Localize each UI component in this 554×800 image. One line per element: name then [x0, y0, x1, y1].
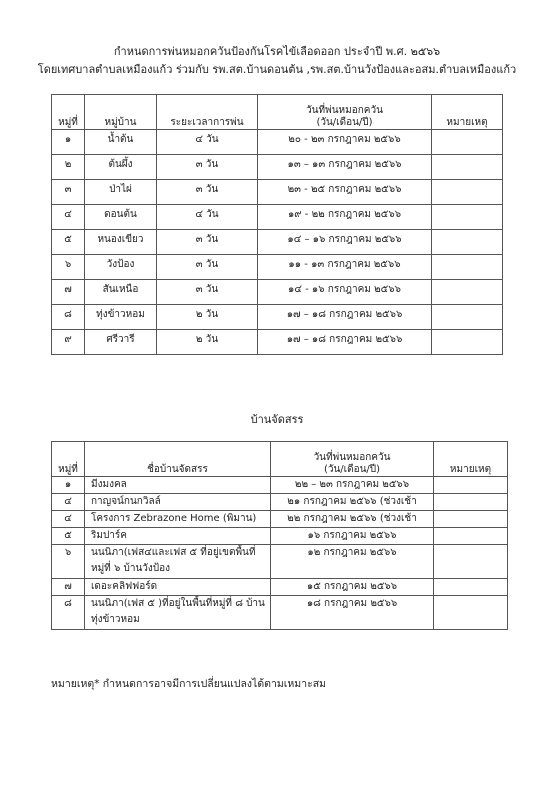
cell-dates: ๒๑ กรกฎาคม ๒๕๖๖ (ช่วงเช้า: [271, 494, 434, 511]
header-moo: หมู่ที่: [52, 95, 85, 130]
header-date-line2: (วัน/เดือน/ปี): [323, 464, 381, 475]
header-moo: หมู่ที่: [52, 442, 85, 477]
header-date-line2: (วัน/เดือน/ปี): [316, 117, 373, 128]
header-duration: ระยะเวลาการพ่น: [157, 95, 258, 130]
table-row: [52, 545, 508, 579]
cell-dates: ๑๙ - ๒๒ กรกฎาคม ๒๕๖๖: [258, 205, 432, 230]
cell-moo: ๘: [52, 596, 85, 630]
cell-moo: ๖: [52, 545, 85, 579]
cell-remark: [432, 180, 503, 205]
cell-village: ป่าไผ่: [85, 180, 157, 205]
header-date-line1: วันที่พ่นหมอกควัน: [313, 452, 391, 463]
cell-housing-name: มีงมงคล: [85, 477, 271, 494]
cell-village: ศรีวารี: [85, 330, 157, 355]
table-row: [52, 494, 508, 511]
cell-remark: [434, 528, 508, 545]
cell-dates: ๑๖ กรกฎาคม ๒๕๖๖: [271, 528, 434, 545]
table-row: [52, 528, 508, 545]
cell-dates: ๒๒ กรกฎาคม ๒๕๖๖ (ช่วงเช้า: [271, 511, 434, 528]
header-date-line1: วันที่พ่นหมอกควัน: [306, 105, 383, 116]
cell-remark: [432, 205, 503, 230]
table-row: [52, 511, 508, 528]
cell-village: สันเหนือ: [85, 280, 157, 305]
cell-dates: ๑๔ – ๑๖ กรกฎาคม ๒๕๖๖: [258, 230, 432, 255]
cell-dates: ๑๗ – ๑๘ กรกฎาคม ๒๕๖๖: [258, 330, 432, 355]
document-subtitle: โดยเทศบาลตำบลเหมืองแก้ว ร่วมกับ รพ.สต.บ้านดอนต้น ,รพ.สต.บ้านวังป้องและอสม.ตำบลเหมืองแก้ว: [37, 63, 517, 76]
cell-duration: ๓ วัน: [157, 230, 258, 255]
cell-remark: [434, 494, 508, 511]
cell-moo: ๑: [52, 130, 85, 155]
cell-remark: [432, 130, 503, 155]
cell-moo: ๖: [52, 255, 85, 280]
header-remark: หมายเหตุ: [434, 442, 508, 477]
cell-remark: [434, 477, 508, 494]
cell-housing-name: กาญจน์กนกวิลล์: [85, 494, 271, 511]
cell-housing-name: นนนิภา(เฟส ๕ )ที่อยู่ในพื้นที่หมู่ที่ ๘ บ้านทุ่งข้าวหอม: [85, 596, 271, 630]
cell-moo: ๘: [52, 305, 85, 330]
village-schedule-table: [51, 94, 503, 355]
cell-housing-name: โครงการ Zebrazone Home (พิมาน): [85, 511, 271, 528]
table-row: [52, 305, 503, 330]
cell-village: ดอนต้น: [85, 205, 157, 230]
cell-remark: [432, 255, 503, 280]
table-row: [52, 180, 503, 205]
cell-dates: ๑๓ – ๑๓ กรกฎาคม ๒๕๖๖: [258, 155, 432, 180]
table-row: [52, 155, 503, 180]
cell-duration: ๒ วัน: [157, 305, 258, 330]
cell-duration: ๔ วัน: [157, 205, 258, 230]
cell-moo: ๑: [52, 477, 85, 494]
footnote: หมายเหตุ* กำหนดการอาจมีการเปลี่ยนแปลงได้ตามเหมาะสม: [51, 678, 327, 690]
cell-moo: ๒: [52, 155, 85, 180]
header-village: หมู่บ้าน: [85, 95, 157, 130]
cell-dates: ๑๕ กรกฎาคม ๒๕๖๖: [271, 579, 434, 596]
cell-remark: [434, 579, 508, 596]
table-row: [52, 205, 503, 230]
table-row: [52, 280, 503, 305]
cell-remark: [432, 155, 503, 180]
table-row: [52, 330, 503, 355]
cell-moo: ๓: [52, 180, 85, 205]
cell-remark: [434, 511, 508, 528]
cell-moo: ๕: [52, 230, 85, 255]
cell-village: ต้นผึ้ง: [85, 155, 157, 180]
cell-moo: ๙: [52, 330, 85, 355]
cell-remark: [432, 280, 503, 305]
cell-dates: ๑๑ - ๑๓ กรกฎาคม ๒๕๖๖: [258, 255, 432, 280]
cell-moo: ๕: [52, 528, 85, 545]
cell-duration: ๓ วัน: [157, 255, 258, 280]
document-title: กำหนดการพ่นหมอกควันป้องกันโรคไข้เลือดออก ประจำปี พ.ศ. ๒๕๖๖: [113, 45, 441, 58]
table-header-row: [52, 95, 503, 130]
cell-moo: ๔: [52, 205, 85, 230]
cell-village: วังป้อง: [85, 255, 157, 280]
cell-remark: [434, 545, 508, 579]
cell-dates: ๒๒ – ๒๓ กรกฎาคม ๒๕๖๖: [271, 477, 434, 494]
cell-housing-name: ริมปาร์ค: [85, 528, 271, 545]
housing-section-title: บ้านจัดสรร: [250, 413, 304, 426]
table-row: [52, 230, 503, 255]
cell-remark: [432, 330, 503, 355]
cell-moo: ๔: [52, 494, 85, 511]
table-row: [52, 255, 503, 280]
cell-duration: ๓ วัน: [157, 280, 258, 305]
cell-remark: [432, 230, 503, 255]
header-date: [258, 95, 432, 130]
cell-dates: ๑๔ - ๑๖ กรกฎาคม ๒๕๖๖: [258, 280, 432, 305]
table-row: [52, 130, 503, 155]
cell-dates: ๑๗ – ๑๘ กรกฎาคม ๒๕๖๖: [258, 305, 432, 330]
header-housing-name: ชื่อบ้านจัดสรร: [85, 442, 271, 477]
cell-moo: ๗: [52, 579, 85, 596]
cell-duration: ๒ วัน: [157, 330, 258, 355]
table-row: [52, 579, 508, 596]
housing-schedule-table: [51, 441, 508, 630]
cell-moo: ๗: [52, 280, 85, 305]
table-row: [52, 596, 508, 630]
cell-duration: ๔ วัน: [157, 130, 258, 155]
table-header-row: [52, 442, 508, 477]
cell-duration: ๓ วัน: [157, 180, 258, 205]
cell-dates: ๑๒ กรกฎาคม ๒๕๖๖: [271, 545, 434, 579]
table-row: [52, 477, 508, 494]
header-remark: หมายเหตุ: [432, 95, 503, 130]
cell-remark: [432, 305, 503, 330]
cell-moo: ๔: [52, 511, 85, 528]
cell-dates: ๒๓ - ๒๕ กรกฎาคม ๒๕๖๖: [258, 180, 432, 205]
cell-village: หนองเขียว: [85, 230, 157, 255]
cell-dates: ๑๘ กรกฎาคม ๒๕๖๖: [271, 596, 434, 630]
cell-duration: ๓ วัน: [157, 155, 258, 180]
cell-village: น้ำต้น: [85, 130, 157, 155]
cell-village: ทุ่งข้าวหอม: [85, 305, 157, 330]
cell-housing-name: นนนิภา(เฟส๔และเฟส ๕ ที่อยู่เขตพื้นที่หมู่ที่ ๖ บ้านวังป้อง: [85, 545, 271, 579]
cell-dates: ๒๐ - ๒๓ กรกฎาคม ๒๕๖๖: [258, 130, 432, 155]
header-date: [271, 442, 434, 477]
cell-remark: [434, 596, 508, 630]
cell-housing-name: เดอะคลิฟฟอร์ด: [85, 579, 271, 596]
